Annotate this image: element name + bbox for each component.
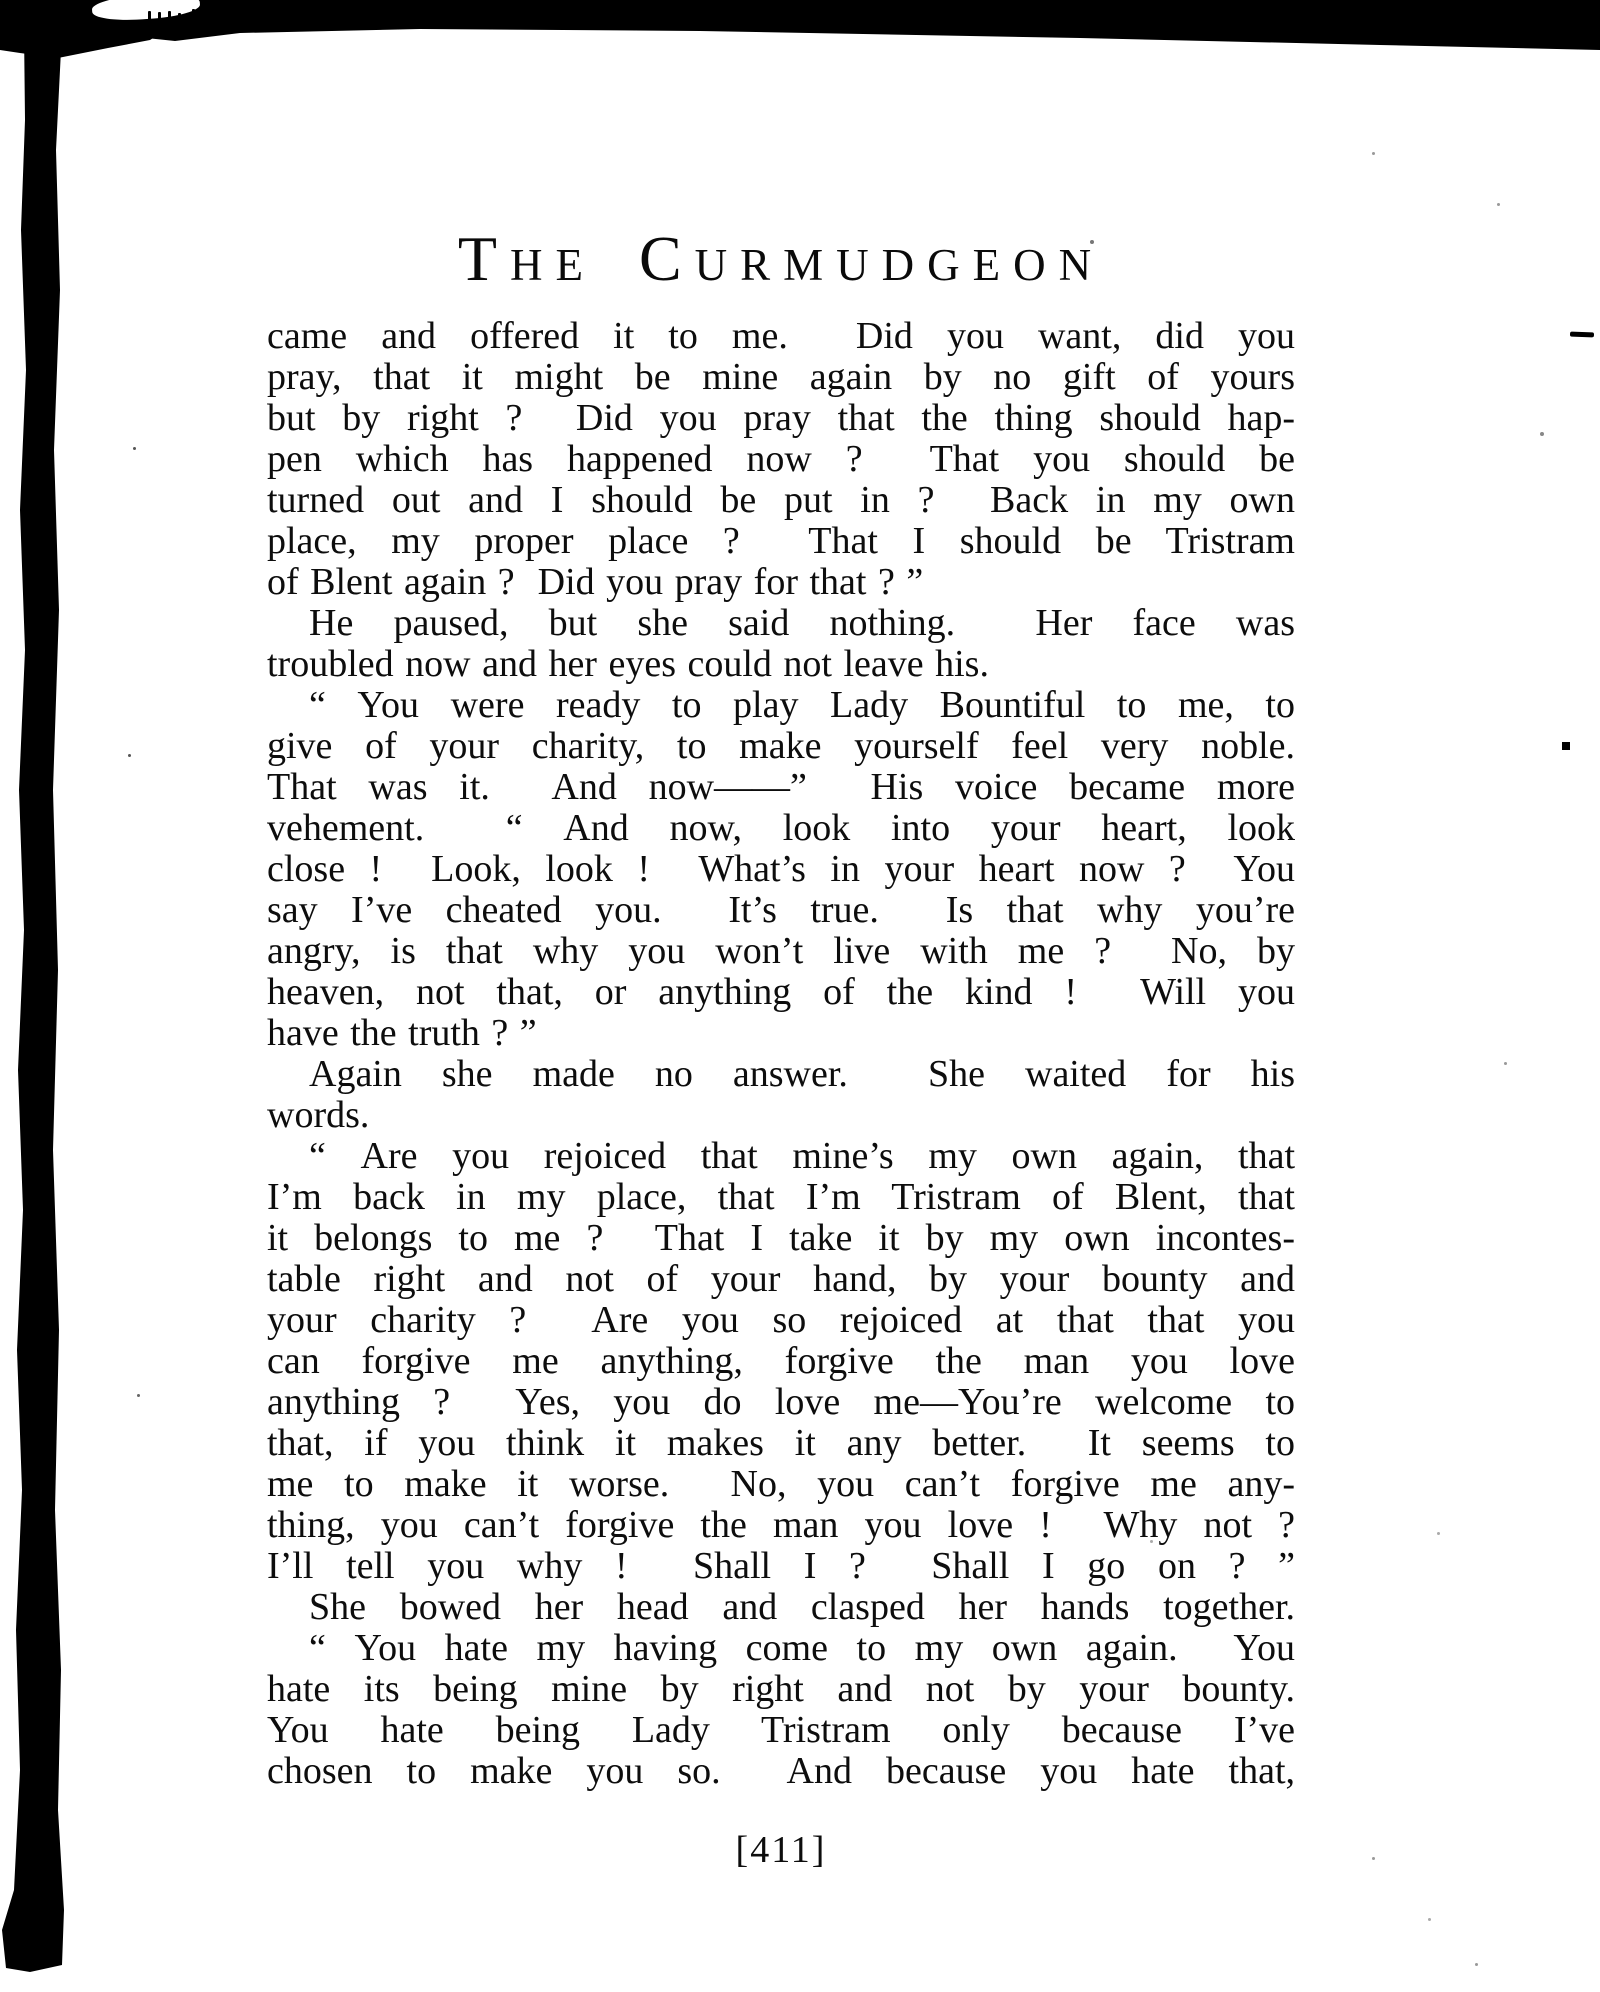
ink-speck <box>1475 1963 1478 1966</box>
ink-speck <box>1540 432 1544 436</box>
ink-speck <box>133 447 136 450</box>
text-line: pray, that it might be mine again by no gift of yours <box>267 356 1295 398</box>
scan-tick-mark <box>148 11 151 20</box>
text-line: angry, is that why you won’t live with me ? No, by <box>267 930 1295 972</box>
text-line: words. <box>267 1094 370 1136</box>
text-line: He paused, but she said nothing. Her face was <box>309 602 1295 644</box>
ink-speck <box>1372 1857 1375 1860</box>
text-line: You hate being Lady Tristram only because I’ve <box>267 1709 1295 1751</box>
page-title: The Curmudgeon <box>457 223 1105 294</box>
text-line: That was it. And now——” His voice became more <box>267 766 1295 808</box>
text-line: turned out and I should be put in ? Back in my own <box>267 479 1295 521</box>
page-number: [411] <box>735 1829 827 1871</box>
scan-tick-mark <box>168 11 171 20</box>
text-line: came and offered it to me. Did you want, did you <box>267 315 1295 357</box>
text-line: me to make it worse. No, you can’t forgive me any- <box>267 1463 1295 1505</box>
text-line: close ! Look, look ! What’s in your heart now ? You <box>267 848 1295 890</box>
text-line: I’m back in my place, that I’m Tristram of Blent, that <box>267 1176 1295 1218</box>
text-line: anything ? Yes, you do love me—You’re welcome to <box>267 1381 1295 1423</box>
text-line: table right and not of your hand, by your bounty and <box>267 1258 1295 1300</box>
text-line: I’ll tell you why ! Shall I ? Shall I go on ? ” <box>267 1545 1295 1587</box>
text-line: pen which has happened now ? That you should be <box>267 438 1295 480</box>
text-line: place, my proper place ? That I should be Tristram <box>267 520 1295 562</box>
scan-edge-left-bar <box>0 30 70 1975</box>
ink-speck <box>1428 1918 1431 1921</box>
ink-square-dot <box>1562 742 1570 750</box>
scan-edge-top-band <box>0 0 1600 54</box>
text-line: troubled now and her eyes could not leave his. <box>267 643 989 685</box>
scan-tick-mark <box>178 13 181 22</box>
text-line: thing, you can’t forgive the man you love ! Why not ? <box>267 1504 1295 1546</box>
text-line: give of your charity, to make yourself feel very noble. <box>267 725 1295 767</box>
text-line: your charity ? Are you so rejoiced at that that you <box>267 1299 1295 1341</box>
text-line: “ Are you rejoiced that mine’s my own again, that <box>309 1135 1295 1177</box>
text-line: say I’ve cheated you. It’s true. Is that why you’re <box>267 889 1295 931</box>
ink-dash-mark <box>1570 332 1594 338</box>
ink-speck <box>1497 203 1500 206</box>
text-line: heaven, not that, or anything of the kind ! Will you <box>267 971 1295 1013</box>
text-block <box>267 316 1295 1792</box>
text-line: chosen to make you so. And because you hate that, <box>267 1750 1295 1792</box>
text-line: vehement. “ And now, look into your heart, look <box>267 807 1295 849</box>
scan-tick-mark <box>192 9 195 18</box>
text-line: hate its being mine by right and not by your bounty. <box>267 1668 1295 1710</box>
text-line: She bowed her head and clasped her hands together. <box>309 1586 1295 1628</box>
ink-speck <box>1504 1062 1507 1065</box>
text-line: Again she made no answer. She waited for his <box>309 1053 1295 1095</box>
text-line: of Blent again ? Did you pray for that ? ” <box>267 561 924 603</box>
text-line: it belongs to me ? That I take it by my own incontes- <box>267 1217 1295 1259</box>
text-line: “ You hate my having come to my own again. You <box>309 1627 1295 1669</box>
text-line: have the truth ? ” <box>267 1012 537 1054</box>
text-line: “ You were ready to play Lady Bountiful to me, to <box>309 684 1295 726</box>
ink-speck <box>128 754 131 757</box>
text-line: can forgive me anything, forgive the man you love <box>267 1340 1295 1382</box>
ink-speck <box>1372 152 1375 155</box>
ink-speck <box>1437 1532 1440 1535</box>
text-line: that, if you think it makes it any better. It seems to <box>267 1422 1295 1464</box>
text-line: but by right ? Did you pray that the thing should hap- <box>267 397 1295 439</box>
ink-speck <box>137 1394 140 1397</box>
scan-tick-mark <box>158 12 161 21</box>
